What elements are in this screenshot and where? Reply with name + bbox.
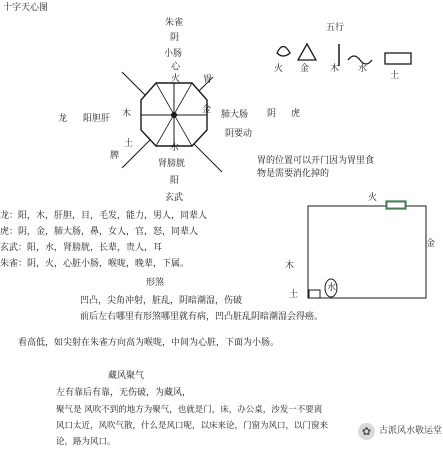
label-huo-top: 火 xyxy=(171,74,181,84)
label-yang-bottom: 阳 xyxy=(170,176,180,186)
stomach-note-line-2: 物是需要消化掉的 xyxy=(257,169,330,179)
line-xuanwu: 玄武：阳，水，肾膀胱，长辈，贵人，耳 xyxy=(0,243,163,253)
earth-rect-icon xyxy=(385,53,411,64)
cangfeng-para-3: 论，路为风口。 xyxy=(56,437,116,447)
label-fei-dachang: 肺大肠 xyxy=(221,110,249,120)
label-pi: 脾 xyxy=(110,151,120,161)
cangfeng-line-1: 左有靠后有靠，无伤破，为藏风， xyxy=(56,388,192,398)
label-zhuque: 朱雀 xyxy=(165,18,184,28)
label-tu-cross: 土 xyxy=(124,139,134,149)
watermark xyxy=(358,423,442,440)
cangfeng-para-2: 风口太近，风吹气散，什么是风口呢，以床来论，门窗为风口，以门窗来 xyxy=(56,421,329,431)
room-label-fire: 火 xyxy=(368,193,378,203)
sha-line-1: 凹凸，尖角冲射，脏乱，阴暗潮湿，伤破 xyxy=(80,296,243,306)
label-yin-right: 阴 xyxy=(267,109,277,119)
sha-line-2: 前后左右哪里有形煞哪里就有病，凹凸脏乱阴暗潮湿会得癌。 xyxy=(80,312,324,322)
wuxing-label-jin: 金 xyxy=(300,64,310,74)
cangfeng-title: 藏风聚气 xyxy=(108,371,145,381)
xingsha-heading: 形煞 xyxy=(146,278,165,288)
label-wei: 胃 xyxy=(203,75,213,85)
metal-triangle-icon xyxy=(298,44,316,60)
line-long: 龙：阳，木，肝胆，目，毛发，能力，男人，同辈人 xyxy=(0,211,208,221)
label-long: 龙 xyxy=(58,114,68,124)
wuxing-label-shui: 水 xyxy=(358,64,368,74)
label-shui-cross: 水 xyxy=(170,143,180,153)
label-mu: 木 xyxy=(122,109,132,119)
label-yang-dangan: 阳胆肝 xyxy=(83,114,111,124)
label-hu: 虎 xyxy=(291,109,301,119)
line-hu: 虎：阴，金，肺大肠，鼻，女人，官，怒，同辈人 xyxy=(0,227,199,237)
wuxing-title: 五行 xyxy=(326,23,345,33)
wechat-logo-icon: ✿ xyxy=(358,423,375,440)
stomach-note-line-1: 胃的位置可以开门因为胃里食 xyxy=(257,156,375,166)
label-jin: 金 xyxy=(202,105,212,115)
center-dot xyxy=(171,112,177,118)
label-yin-top: 阴 xyxy=(170,33,180,43)
room-label-water: 水 xyxy=(327,283,337,293)
room-label-metal: 金 xyxy=(426,239,436,249)
label-xin-top: 心 xyxy=(171,62,181,72)
room-label-wood: 木 xyxy=(285,261,295,271)
line-zhuque: 朱雀：阴，火，心脏小肠，喉咙，晚辈，下属。 xyxy=(0,259,190,269)
room-label-earth: 土 xyxy=(289,290,299,300)
cangfeng-para-1: 聚气是 风吹不到的地方为聚气，也就是门，床，办公桌，沙发一不要离 xyxy=(56,405,323,415)
look-line: 看高低，如尖射在朱雀方向高为喉咙，中间为心脏，下面为小肠。 xyxy=(18,338,280,348)
watermark-text: 古派风水敬运堂 xyxy=(379,426,443,436)
earth-box-icon xyxy=(309,290,320,298)
page-title: 十字天心图 xyxy=(3,3,49,13)
water-wave-icon xyxy=(348,56,372,64)
fire-shape-icon xyxy=(277,47,290,57)
label-xuanwu: 玄武 xyxy=(165,193,184,203)
wuxing-label-tu: 土 xyxy=(390,71,400,81)
label-shen-pangguang: 肾膀胱 xyxy=(158,159,186,169)
wuxing-label-mu: 木 xyxy=(330,64,340,74)
label-yin-yaodong: 阴要动 xyxy=(225,129,253,139)
wuxing-label-huo: 火 xyxy=(274,64,284,74)
label-xiaochang: 小肠 xyxy=(164,49,183,59)
